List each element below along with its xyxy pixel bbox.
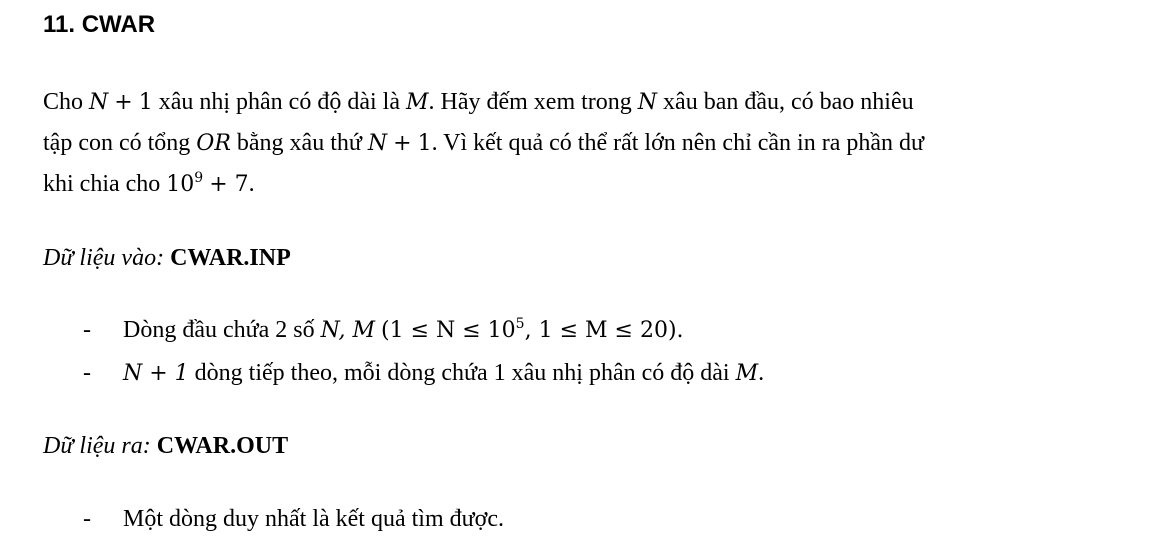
input-section-heading <box>43 240 291 276</box>
statement-line-1 <box>43 82 1118 123</box>
math-exponent-5: 5 <box>515 316 525 332</box>
output-filename: CWAR.OUT <box>156 433 289 459</box>
statement-text: bằng xâu thứ <box>236 130 362 156</box>
math-var-n: N <box>637 90 658 115</box>
statement-text: xâu nhị phân có độ dài là <box>158 89 400 115</box>
bullet-text: . <box>758 360 765 386</box>
statement-line-3 <box>43 164 1118 205</box>
bullet-dash: - <box>83 317 91 343</box>
math-one: 1 <box>138 90 153 115</box>
math-constraint-n: (1 ≤ N ≤ 10 <box>381 318 516 343</box>
bullet-text: dòng tiếp theo, mỗi dòng chứa 1 xâu nhị phân có độ dài <box>194 360 730 386</box>
output-bullet-1 <box>83 501 504 537</box>
math-plus-seven: + 7 <box>209 172 249 197</box>
math-var-m: M <box>405 90 429 115</box>
bullet-dash: - <box>83 360 91 386</box>
math-var-n: N <box>367 131 388 156</box>
math-or: OR <box>196 131 231 156</box>
math-plus: + <box>114 90 133 115</box>
input-bullet-2 <box>83 355 764 392</box>
problem-title: 11. CWAR <box>43 11 156 38</box>
math-n-plus-one: N + 1 <box>123 361 189 386</box>
statement-text: . Hãy đếm xem trong <box>428 89 632 115</box>
statement-text: Cho <box>43 89 84 115</box>
statement-text: tập con có tổng <box>43 130 191 156</box>
statement-text: . Vì kết quả có thể rất lớn nên chỉ cần in ra phần dư <box>431 130 925 156</box>
bullet-text: Một dòng duy nhất là kết quả tìm được. <box>123 506 504 532</box>
statement-text: xâu ban đầu, có bao nhiêu <box>663 89 914 115</box>
output-section-heading <box>43 428 288 464</box>
input-filename: CWAR.INP <box>170 245 291 271</box>
math-ten: 10 <box>166 172 195 197</box>
math-constraint-m: , 1 ≤ M ≤ 20). <box>524 318 684 343</box>
math-one: 1 <box>417 131 432 156</box>
statement-text: khi chia cho <box>43 171 161 197</box>
math-var-m: M <box>735 361 759 386</box>
problem-statement <box>43 82 1118 205</box>
output-label: Dữ liệu ra: <box>43 433 151 459</box>
bullet-dash: - <box>83 506 91 532</box>
statement-text: . <box>248 171 255 197</box>
input-bullet-1 <box>83 312 684 349</box>
math-vars-n-m: N, M <box>320 318 375 343</box>
statement-line-2 <box>43 123 1118 164</box>
bullet-text: Dòng đầu chứa 2 số <box>123 317 315 343</box>
math-var-n: N <box>89 90 109 115</box>
input-label: Dữ liệu vào: <box>43 245 165 271</box>
math-exponent-9: 9 <box>194 170 204 186</box>
math-plus: + <box>393 131 412 156</box>
